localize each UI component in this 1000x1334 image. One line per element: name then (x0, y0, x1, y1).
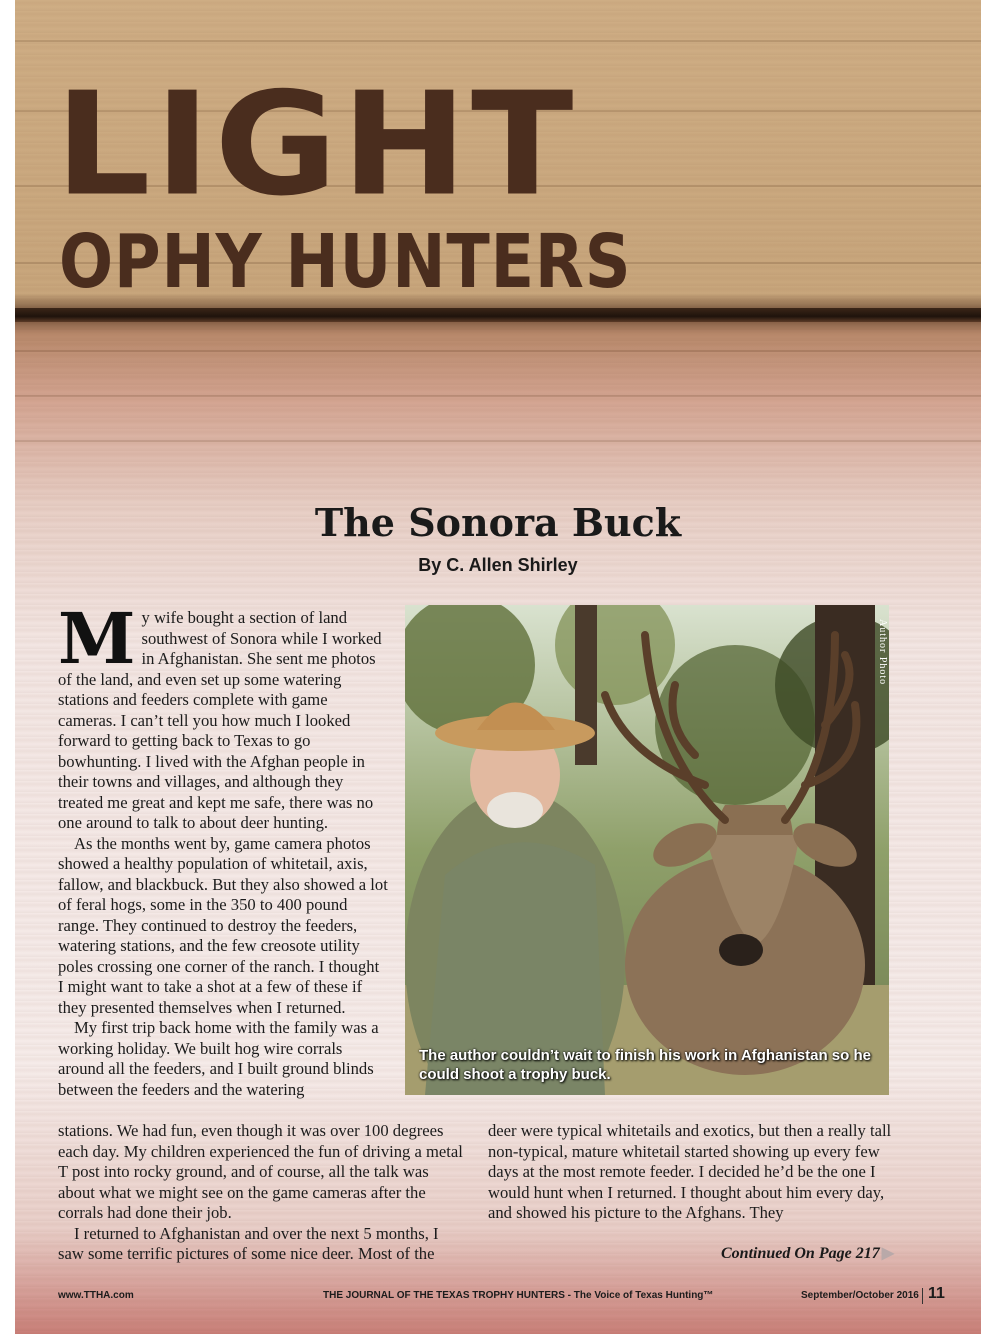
paragraph: My first trip back home with the family was a working holiday. We built hog wire corrals around all the feeders, and I built ground blinds between the feeders and the watering (58, 1018, 379, 1099)
footer-issue: September/October 2016 (801, 1290, 919, 1301)
column-left (58, 597, 388, 1100)
subhead: OPHY HUNTERS (59, 219, 632, 305)
photo-caption: The author couldn’t wait to finish his work in Afghanistan so he could shoot a trophy buck. (419, 1047, 871, 1083)
footer-website: www.TTHA.com (58, 1290, 134, 1301)
paragraph: I returned to Afghanistan and over the next 5 months, I saw some terrific pictures of some nice deer. Most of the (58, 1223, 439, 1263)
arrow-icon: ▶ (881, 1245, 894, 1262)
column-left-wide (58, 1121, 463, 1265)
paragraph: deer were typical whitetails and exotics, but then a really tall non-typical, mature whitetail started showing up every few days at the most remote feeder. I decided he’d be the one I would hunt when I returned. I thought about him every day, and showed his picture to the Afghans. They (488, 1121, 892, 1222)
continued-notice (721, 1243, 894, 1263)
magazine-page (15, 0, 981, 1334)
article-photo (405, 605, 889, 1095)
footer-journal: THE JOURNAL OF THE TEXAS TROPHY HUNTERS - The Voice of Texas Hunting™ (323, 1290, 714, 1301)
photo-credit: Author Photo (877, 619, 888, 686)
column-right (488, 1121, 893, 1224)
drop-cap: M (58, 597, 136, 680)
paragraph: stations. We had fun, even though it was over 100 degrees each day. My children experienced the fun of driving a metal T post into rocky ground, and of course, all the talk was about what we might see on the game cameras after the corrals had done their job. (58, 1121, 463, 1222)
paragraph-text: y wife bought a section of land southwest of Sonora while I worked in Afghanistan. She sent me photos of the land, and even set up some watering stations and feeders complete with game cameras. I can’t tell you how much I looked forward to getting back to Texas to go bowhunting. I lived with the Afghan people in their towns and villages, and although they treated me great and kept me safe, there was no one around to talk to about deer hunting. (58, 608, 382, 832)
continued-label: Continued On Page 217 (721, 1245, 880, 1262)
article-byline: By C. Allen Shirley (418, 555, 578, 575)
page-number: 11 (928, 1285, 945, 1302)
article-title: The Sonora Buck (314, 500, 682, 545)
page-number-divider (922, 1288, 923, 1304)
wood-plank-divider (15, 308, 981, 322)
paragraph: As the months went by, game camera photos showed a healthy population of whitetail, axis, fallow, and blackbuck. But they also showed a lot of feral hogs, some in the 350 to 400 pound range. They continued to destroy the feeders, watering stations, and the few creosote utility poles crossing one corner of the ranch. I thought I might want to take a shot at a few of these if they presented themselves when I returned. (58, 833, 388, 1017)
headline: LIGHT (55, 62, 578, 228)
paragraph (58, 597, 388, 834)
hunter-with-buck-illustration (405, 605, 889, 1095)
